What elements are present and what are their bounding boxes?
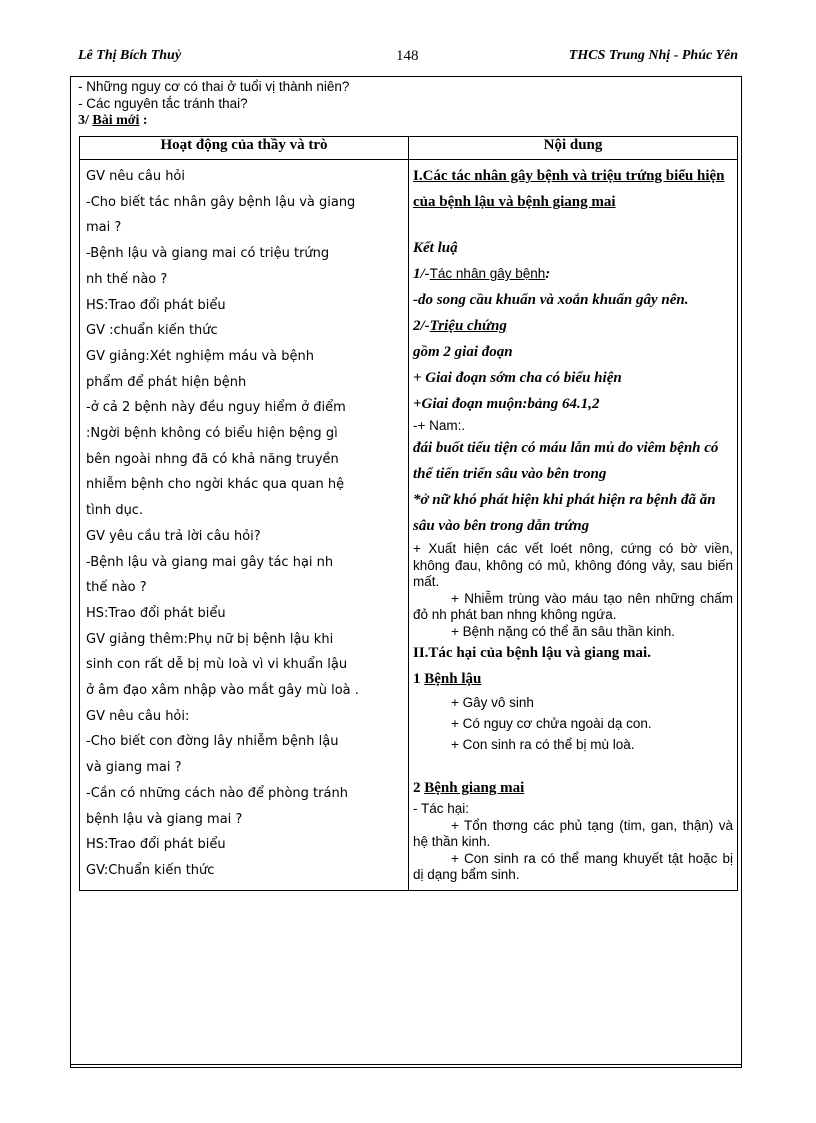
activity-line: HS:Trao đổi phát biểu — [86, 297, 226, 313]
activities-list — [80, 160, 408, 884]
section-colon: : — [139, 113, 148, 128]
gonorrhea-heading — [413, 666, 733, 692]
activity-line: tình dục. — [86, 503, 144, 519]
syphilis-title: Bệnh giang mai — [424, 780, 525, 796]
cause-text: -do song cầu khuẩn và xoắn khuẩn gây nên. — [413, 292, 689, 308]
activity-line: GV giảng:Xét nghiệm máu và bệnh — [86, 348, 315, 364]
harm-label: - Tác hại: — [413, 801, 470, 816]
activity-line: -Cho biết tác nhân gây bệnh lậu và giang — [86, 194, 356, 210]
stages-text: gồm 2 giai đoạn — [413, 344, 513, 360]
activity-line: thế nào ? — [86, 580, 147, 596]
activity-line: bên ngoài nhng đã có khả năng truyền — [86, 451, 339, 467]
page-header — [78, 48, 738, 68]
activity-line: HS:Trao đổi phát biểu — [86, 837, 226, 853]
activity-line: -ở cả 2 bệnh này đều nguy hiểm ở điểm — [86, 400, 346, 416]
cause-number: 1/- — [413, 266, 430, 282]
header-school: THCS Trung Nhị - Phúc Yên — [568, 48, 738, 63]
syphilis-harm-organs: + Tổn thơng các phủ tạng (tim, gan, thận) và hệ thần kinh. — [413, 817, 733, 849]
activity-line: và giang mai ? — [86, 760, 182, 776]
activity-line: nhiễm bệnh cho ngời khác qua quan hệ — [86, 477, 345, 493]
activity-line: ở âm đạo xâm nhập vào mắt gây mù loà . — [86, 683, 359, 699]
gonorrhea-item: + Có nguy cơ chửa ngoài dạ con. — [451, 716, 652, 731]
activity-line: GV:Chuẩn kiến thức — [86, 862, 215, 878]
conclusion-label: Kết luậ — [413, 240, 458, 256]
activity-line: -Cần có những cách nào để phòng tránh — [86, 785, 348, 801]
intro-question-2: - Các nguyên tắc tránh thai? — [78, 96, 248, 111]
syphilis-harm-birth: + Con sinh ra có thể mang khuyết tật hoặc bị dị dạng bẩm sinh. — [413, 850, 733, 882]
activity-line: HS:Trao đổi phát biểu — [86, 605, 226, 621]
symptom-label: Triệu chứng — [429, 318, 507, 334]
activity-line: GV yêu cầu trả lời câu hỏi? — [86, 528, 261, 544]
symptom-nerve: + Bệnh nặng có thể ăn sâu thần kinh. — [451, 623, 676, 639]
activity-line: bệnh lậu và giang mai ? — [86, 811, 243, 827]
activity-line: mai ? — [86, 220, 122, 236]
section-heading — [78, 112, 738, 129]
content-cell — [409, 160, 738, 891]
column-header-activities: Hoạt động của thầy và trò — [80, 137, 409, 160]
activity-line: nh thế nào ? — [86, 271, 168, 287]
header-author: Lê Thị Bích Thuỷ — [78, 48, 182, 63]
symptom-number: 2/- — [413, 318, 430, 334]
gonorrhea-title: Bệnh lậu — [424, 671, 482, 687]
page-number: 148 — [396, 48, 419, 64]
activities-cell — [80, 160, 409, 891]
activity-line: GV nêu câu hỏi — [86, 169, 185, 184]
gonorrhea-number: 1 — [413, 671, 425, 687]
symptom-heading — [413, 313, 733, 339]
column-header-content: Nội dung — [409, 137, 738, 160]
intro-block — [78, 78, 738, 129]
cause-label: Tác nhân gây bệnh — [429, 266, 546, 281]
lesson-table — [79, 136, 738, 891]
female-symptoms: *ở nữ khó phát hiện khi phát hiện ra bệnh đã ăn sâu vào bên trong dẫn trứng — [413, 492, 716, 534]
symptom-blood: + Nhiễm trùng vào máu tạo nên những chấm đỏ nh phát ban nhng không ngứa. — [413, 590, 733, 622]
activity-line: GV :chuẩn kiến thức — [86, 323, 218, 339]
cause-colon: : — [545, 266, 551, 282]
activity-line: GV giảng thêm:Phụ nữ bị bệnh lậu khi — [86, 631, 334, 647]
activity-line: :Ngời bệnh không có biểu hiện bệng gì — [86, 426, 338, 442]
activity-line: phẩm để phát hiện bệnh — [86, 374, 247, 390]
section-1-title: I.Các tác nhân gây bệnh và triệu trứng biểu hiện của bệnh lậu và bệnh giang mai — [413, 168, 725, 210]
syphilis-number: 2 — [413, 780, 425, 796]
activity-line: sinh con rất dễ bị mù loà vì vi khuẩn lậu — [86, 657, 348, 673]
intro-question-1: - Những nguy cơ có thai ở tuổi vị thành niên? — [78, 79, 350, 94]
gonorrhea-item: + Con sinh ra có thể bị mù loà. — [451, 737, 635, 752]
activity-line: -Cho biết con đờng lây nhiễm bệnh lậu — [86, 734, 339, 750]
activity-line: -Bệnh lậu và giang mai có triệu trứng — [86, 246, 330, 262]
section-2-title: II.Tác hại của bệnh lậu và giang mai. — [413, 645, 651, 661]
late-stage: +Giai đoạn muộn:bảng 64.1,2 — [413, 396, 600, 412]
content-column — [409, 160, 737, 890]
syphilis-heading — [413, 775, 733, 801]
section-title: Bài mới — [92, 113, 140, 128]
section-number: 3/ — [78, 113, 93, 128]
frame-bottom-rule — [71, 1067, 741, 1068]
symptom-ulcer: + Xuất hiện các vết loét nông, cứng có bờ viền, không đau, không có mủ, không đóng vảy, sau biến mất. — [413, 541, 733, 589]
early-stage: + Giai đoạn sớm cha có biểu hiện — [413, 370, 622, 386]
gonorrhea-item: + Gây vô sinh — [451, 695, 534, 710]
male-symptoms: đái buốt tiểu tiện có máu lẫn mủ do viêm bệnh có thể tiến triển sâu vào bên trong — [413, 440, 719, 482]
cause-heading — [413, 261, 733, 287]
activity-line: GV nêu câu hỏi: — [86, 708, 190, 724]
frame-bottom-rule-inner — [71, 1064, 741, 1065]
male-label: -+ Nam:. — [413, 418, 466, 433]
activity-line: -Bệnh lậu và giang mai gây tác hại nh — [86, 554, 334, 570]
